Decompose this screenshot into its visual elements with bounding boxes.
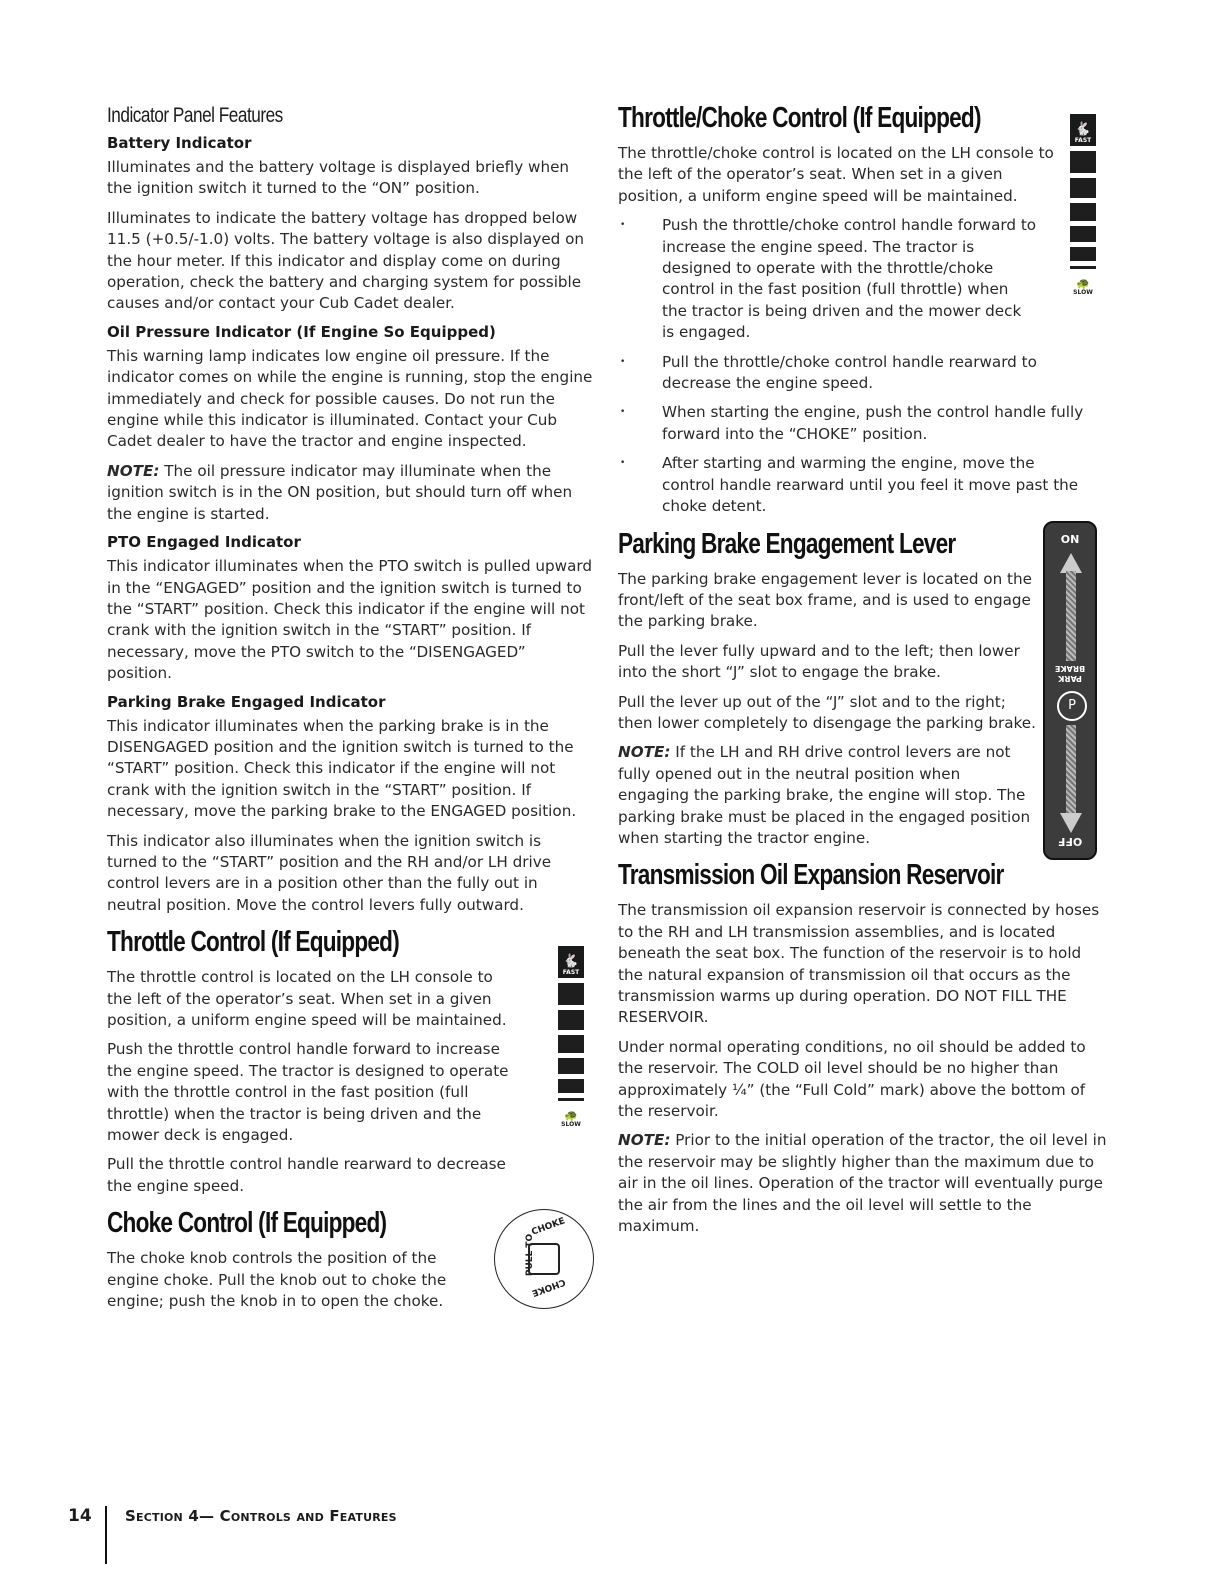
- pto-paragraph: This indicator illuminates when the PTO switch is pulled upward in the “ENGAGED” position and the ignition switch is turned to the “START” position. Check this indicator if the engine will not crank with the ignition switch in the “START” position. If necessary, move the PTO switch to the “DISENGAGED” position.: [107, 557, 593, 683]
- choke-control-heading: Choke Control (If Equipped): [107, 1207, 387, 1240]
- parking-paragraph-3: Pull the lever up out of the “J” slot and to the right; then lower completely to disengage the parking brake.: [618, 692, 1036, 732]
- note-text: The oil pressure indicator may illuminate when the ignition switch is in the ON position, but should turn off when the engine is started.: [107, 461, 573, 523]
- parking-note: [618, 742, 1036, 849]
- parking-indicator-paragraph-2: This indicator also illuminates when the ignition switch is turned to the “START” position and the RH and/or LH drive control levers are in a position other than the fully out in neutral position. Move the control levers fully outward.: [107, 831, 552, 914]
- note-text: Prior to the initial operation of the tractor, the oil level in the reservoir may be slightly higher than the maximum due to air in the oil lines. Operation of the tractor will eventually purge the air from the lines and the oil level will settle to the maximum.: [618, 1131, 1107, 1236]
- gauge-bar: [558, 1098, 584, 1101]
- parking-paragraph-2: Pull the lever fully upward and to the left; then lower into the short “J” slot to engage the brake.: [618, 641, 1020, 682]
- fast-label: FAST: [1074, 137, 1092, 144]
- fast-label: FAST: [562, 969, 580, 976]
- parking-brake-lever-heading: Parking Brake Engagement Lever: [618, 527, 956, 560]
- bullet-item: • When starting the engine, push the control handle fully forward into the “CHOKE” position.: [618, 402, 1092, 445]
- bullet-item: • Pull the throttle/choke control handle rearward to decrease the engine speed.: [618, 352, 1037, 395]
- battery-paragraph-2: Illuminates to indicate the battery voltage has dropped below 11.5 (+0.5/-1.0) volts. The battery voltage is also displayed on the hour meter. If this indicator and display come on during operation, check the battery and charging system for possible causes and/or contact your Cub Cadet dealer.: [107, 208, 585, 313]
- park-off-label: OFF: [1057, 835, 1083, 848]
- transmission-reservoir-heading: Transmission Oil Expansion Reservoir: [618, 859, 1004, 892]
- slow-label: SLOW: [1073, 289, 1093, 296]
- right-column: [618, 100, 1110, 1245]
- page-number: 14: [68, 1506, 92, 1526]
- transmission-paragraph-2: Under normal operating conditions, no oil should be added to the reservoir. The COLD oil level should be no higher than approximately ¼” (the “Full Cold” mark) above the bottom of the reservoir.: [618, 1037, 1086, 1121]
- section-title: Section 4— Controls and Features: [125, 1507, 397, 1525]
- arrow-shaft: [1066, 725, 1076, 815]
- slow-label: SLOW: [561, 1121, 581, 1128]
- parking-brake-decal: [1043, 521, 1097, 860]
- note-label: NOTE:: [618, 1131, 671, 1150]
- page-footer: [68, 1468, 397, 1564]
- gauge-bar: [1070, 178, 1096, 198]
- footer-divider: [105, 1506, 107, 1564]
- throttle-gauge-decal: [558, 946, 586, 1128]
- parking-brake-symbol-icon: P: [1057, 691, 1087, 721]
- gauge-bar: [1070, 203, 1096, 221]
- arrow-up-icon: [1060, 553, 1082, 573]
- choke-symbol-icon: [528, 1243, 560, 1275]
- note-label: NOTE:: [107, 461, 160, 480]
- throttle-paragraph-1: The throttle control is located on the LH console to the left of the operator’s seat. When set in a given position, a uniform engine speed will be maintained.: [107, 968, 507, 1029]
- battery-paragraph-1: Illuminates and the battery voltage is displayed briefly when the ignition switch it turned to the “ON” position.: [107, 158, 570, 198]
- oil-pressure-heading: Oil Pressure Indicator (If Engine So Equipped): [107, 322, 496, 341]
- gauge-bar: [558, 1079, 584, 1093]
- gauge-bar: [1070, 247, 1096, 261]
- bullet-item: • After starting and warming the engine, move the control handle rearward until you feel it move past the choke detent.: [618, 453, 1092, 517]
- throttle-paragraph-3: Pull the throttle control handle rearward to decrease the engine speed.: [107, 1155, 506, 1195]
- gauge-bar: [558, 983, 584, 1005]
- arrow-down-icon: [1060, 813, 1082, 833]
- throttle-choke-gauge-decal: [1070, 114, 1098, 296]
- transmission-paragraph-1: The transmission oil expansion reservoir is connected by hoses to the RH and LH transmission assemblies, and is located beneath the seat box. The function of the reservoir is to hold the natural expansion of transmission oil that occurs as the transmission warms up during operation. DO NOT FILL THE RESERVOIR.: [618, 901, 1100, 1027]
- gauge-bar: [558, 1010, 584, 1030]
- note-text: If the LH and RH drive control levers are not fully opened out in the neutral position when engaging the parking brake, the engine will stop. The parking brake must be placed in the engaged position when starting the tractor engine.: [618, 743, 1031, 847]
- indicator-panel-heading: Indicator Panel Features: [107, 104, 283, 127]
- pto-indicator-heading: PTO Engaged Indicator: [107, 533, 301, 552]
- throttle-choke-bullets: [618, 215, 1110, 517]
- choke-side-label: PULL TO: [525, 1233, 536, 1277]
- parking-indicator-paragraph-1: This indicator illuminates when the parking brake is in the DISENGAGED position and the ignition switch is turned to the “START” position. Check this indicator if the engine will not crank with the ignition switch in the “START” position. If necessary, move the parking brake to the ENGAGED position.: [107, 716, 577, 821]
- throttle-choke-paragraph: The throttle/choke control is located on the LH console to the left of the operator’s seat. When set in a given position, a uniform engine speed will be maintained.: [618, 144, 1054, 205]
- rabbit-icon: 🐇 FAST: [558, 946, 584, 978]
- throttle-control-heading: Throttle Control (If Equipped): [107, 926, 399, 959]
- rabbit-icon: 🐇 FAST: [1070, 114, 1096, 146]
- choke-paragraph: The choke knob controls the position of the engine choke. Pull the knob out to choke the engine; push the knob in to open the choke.: [107, 1249, 447, 1311]
- oil-pressure-note: [107, 461, 594, 525]
- arrow-shaft: [1066, 571, 1076, 661]
- gauge-bar: [1070, 151, 1096, 173]
- gauge-bar: [558, 1058, 584, 1074]
- gauge-bar: [558, 1035, 584, 1053]
- throttle-paragraph-2: Push the throttle control handle forward to increase the engine speed. The tractor is designed to operate with the throttle control in the fast position (full throttle) when the tractor is being driven and the mower deck is engaged.: [107, 1040, 509, 1145]
- park-on-label: ON: [1060, 533, 1080, 546]
- choke-knob-decal: [494, 1209, 594, 1309]
- oil-pressure-paragraph: This warning lamp indicates low engine oil pressure. If the indicator comes on while the engine is running, stop the engine immediately and check for possible causes. Do not run the engine while this indicator is illuminated. Contact your Cub Cadet dealer to have the tractor and engine inspected.: [107, 346, 593, 451]
- battery-indicator-heading: Battery Indicator: [107, 134, 252, 152]
- parking-paragraph-1: The parking brake engagement lever is located on the front/left of the seat box frame, and is used to engage the parking brake.: [618, 569, 1032, 631]
- parking-indicator-heading: Parking Brake Engaged Indicator: [107, 692, 386, 711]
- choke-top-label: CHOKE: [530, 1216, 567, 1238]
- gauge-bar: [1070, 266, 1096, 269]
- turtle-icon: 🐢 SLOW: [561, 1109, 581, 1128]
- note-label: NOTE:: [618, 743, 671, 762]
- park-brake-label: PARK BRAKE: [1054, 664, 1086, 683]
- turtle-icon: 🐢 SLOW: [1073, 277, 1093, 296]
- choke-bottom-label: CHOKE: [530, 1276, 567, 1298]
- left-column: [107, 100, 594, 1320]
- throttle-choke-heading: Throttle/Choke Control (If Equipped): [618, 102, 981, 134]
- gauge-bar: [1070, 226, 1096, 242]
- bullet-item: • Push the throttle/choke control handle forward to increase the engine speed. The tractor is designed to operate with the throttle/choke control in the fast position (full throttle) when the tractor is being driven and the mower deck is engaged.: [618, 215, 1037, 343]
- transmission-note: [618, 1130, 1110, 1237]
